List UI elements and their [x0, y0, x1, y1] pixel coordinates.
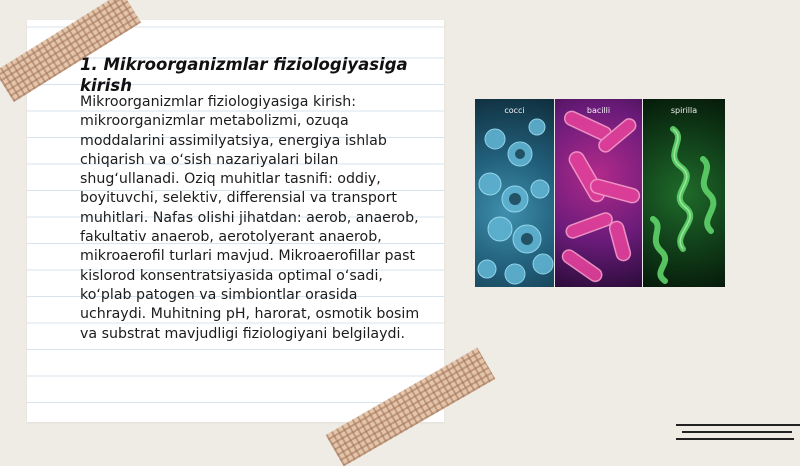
cocci-label: cocci [504, 106, 525, 115]
slide-title: 1. Mikroorganizmlar fiziologiyasiga kirish [80, 55, 408, 95]
bacteria-shapes-image [475, 99, 725, 287]
decorative-lines [676, 424, 800, 445]
bacilli-panel [555, 99, 642, 287]
bacilli-illustration [555, 99, 642, 287]
spirilla-panel [643, 99, 725, 287]
slide-body-text: Mikroorganizmlar fiziologiyasiga kirish: mikroorganizmlar metabolizmi, ozuqa moddalarini assimilyatsiya, energiya ishlab chiqarish va oʻsish nazariyalari bilan shugʻullanadi. Oziq muhitlar tasnifi: oddiy, boyituvchi, selektiv, differensial va transport muhitlari. Nafas olishi jihatdan: aerob, anaerob, fakultativ anaerob, aerotolyerant anaerob, mikroaerofil turlari mavjud. Mikroaerofillar past kislorod konsentratsiyasida optimal oʻsadi, koʻplab patogen va simbiontlar orasida uchraydi. Muhitning pH, harorat, osmotik bosim va substrat mavjudligi fiziologiyani belgilaydi. [80, 94, 420, 342]
bacilli-label: bacilli [586, 106, 611, 115]
cocci-panel [475, 99, 554, 287]
cocci-illustration [475, 99, 554, 287]
spirilla-label: spirilla [670, 106, 698, 115]
spirilla-illustration [643, 99, 725, 287]
